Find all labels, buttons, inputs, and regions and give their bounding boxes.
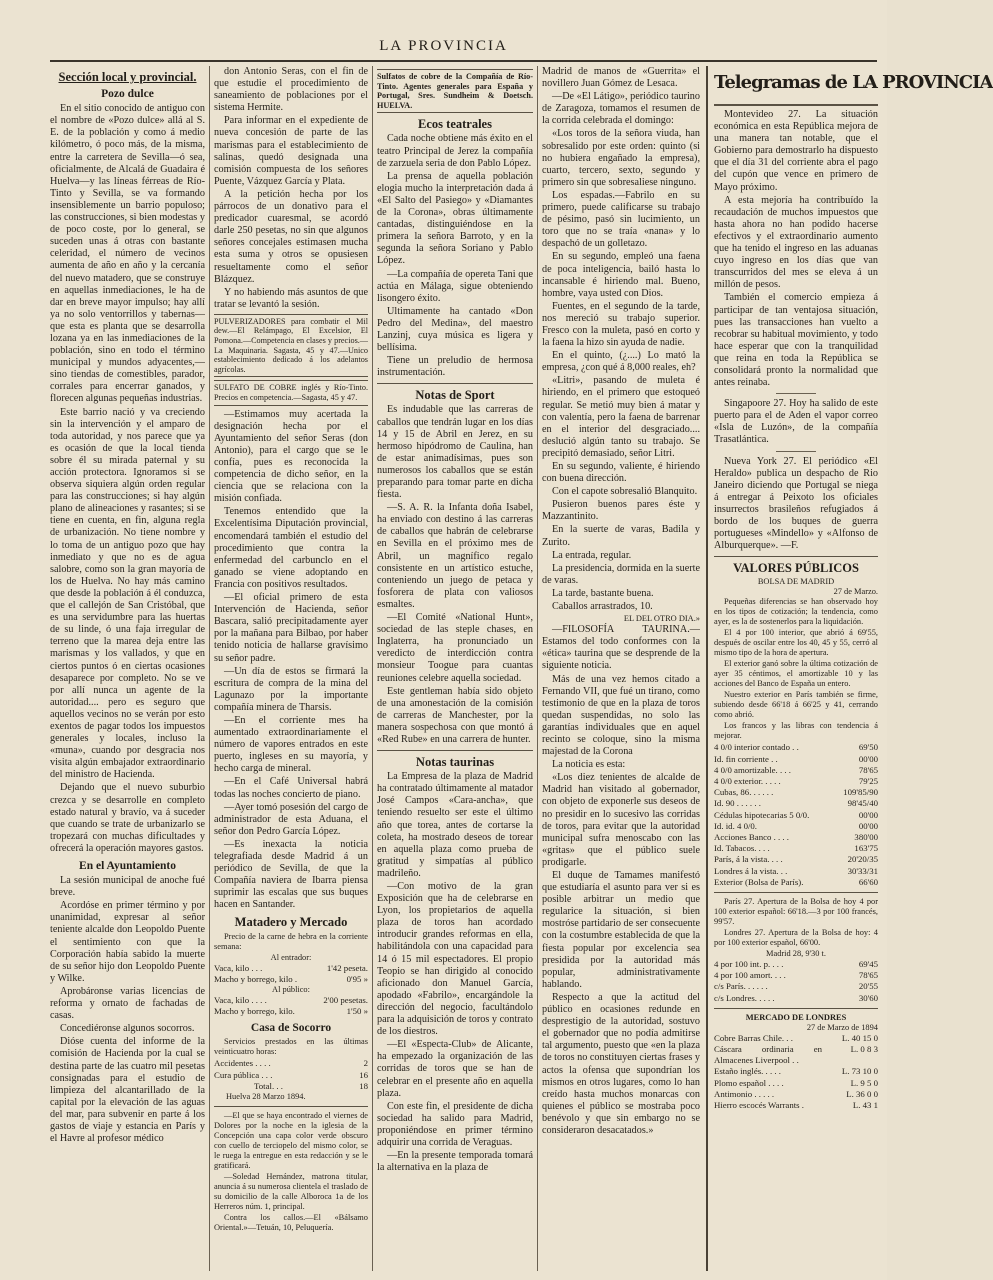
quotes-table: [714, 742, 878, 888]
quote-row: [714, 843, 878, 854]
paragraph: La entrada, regular.: [552, 549, 632, 561]
article-title-ecos: Ecos teatrales: [418, 117, 492, 132]
paragraph: Tiene un preludio de hermosa instrumentación.: [377, 355, 533, 379]
quote-value: L. 40 15 0: [841, 1032, 878, 1043]
paragraph: Tenemos entendido que la Excelentísima Diputación provincial, encomendará también el estudio del procedimiento que contra la enfermedad del carbunclo en el ganado se viene adoptando en Francia con positivos resultados.: [214, 506, 368, 590]
divider: [377, 383, 533, 384]
quote-value: 78'65: [858, 764, 878, 775]
quote-label: Exterior (Bolsa de París).: [714, 876, 804, 887]
paragraph: Este barrio nació y va creciendo sin la intervención y el amparo de toda autoridad, y nos parece que ya es ocasión de que la local tienda sobre él su mirada paternal y su acción protectora. Ignoramos si se observa siquiera algún orden regular para las construcciones; si hay algún plano de alineaciones y rasantes; si se tiene en cuenta, en fin, alguna regla de urbanización. No tiene nombre y lo toma de un antiguo pozo que hay inmediato y que no es de agua salobre, como son la gran mayoría de los de Huelva. No hay más camino que desde la población á él conduzca, que el callejón de San Cristóbal, que es una servidumbre para las huertas de su linde, ó una faja irregular de terreno que la marea deja entre las marismas y los vallados, y que en ciertos puntos ó en ciertas ocasiones desaparece por completo. No se ve por allí nunca un agente de la autoridad.... pero es seguro que aquellos vecinos no se verán por esto exentos de pagar todos los impuestos generales y locales, incluso la «muna», cuando por desgracia nos visita algún embajador extraordinario del ministro de Hacienda.: [50, 406, 205, 781]
quote-value: 00'00: [858, 753, 878, 764]
paragraph: Nuestro exterior en París también se firme, subiendo desde 66'18 á 66'25 y 41, cerrando como abrió.: [714, 690, 878, 720]
quote-row: [714, 765, 878, 776]
column-2: [214, 66, 368, 1276]
column-divider: [537, 66, 538, 1271]
paragraph: La tarde, bastante buena.: [552, 587, 654, 599]
quote-row: [714, 742, 878, 753]
quote-label: Antimonio . . . . .: [714, 1088, 775, 1099]
quote-label: Acciones Banco . . . .: [714, 832, 789, 842]
price-row: Vaca, kilo . . . 1'42 peseta.: [214, 962, 368, 973]
paragraph: —S. A. R. la Infanta doña Isabel, ha enviado con destino á las carreras de caballos que habrán de celebrarse en Sevilla en el próximo mes de Abril, un magnífico regalo consistente en un artístico estuche, conteniendo un juego de petaca y fosforera de plata con valiosos esmaltes.: [377, 502, 533, 610]
price-row: Vaca, kilo . . . . 2'00 pesetas.: [214, 994, 368, 1005]
quote-value: 69'45: [858, 959, 878, 970]
divider: [214, 1106, 368, 1107]
quote-value: L. 9 5 0: [850, 1077, 878, 1088]
subheading: Al entrador:: [270, 952, 312, 962]
paragraph: Servicios prestados en las últimas veinticuatro horas:: [214, 1037, 368, 1057]
quote-row: [714, 866, 878, 877]
paragraph: París 27. Apertura de la Bolsa de hoy 4 por 100 exterior español: 66'18.—3 por 100 francés, 99'57.: [714, 897, 878, 927]
quote-label: Londres á la vista. . .: [714, 865, 788, 876]
paragraph: —La compañía de opereta Tani que actúa en Málaga, sigue obteniendo lisongero éxito.: [377, 268, 533, 304]
paragraph: Respecto a que la actitud del público en ocasiones redunde en desprestigio de la autoridad, sostuvo el gobernador que no podía admitirse tal argumento, puesto que «en la plaza de toros no constituyen ciertas frases y actos la ofensa que supondrían los mismos en otros lugares, como lo han creído hasta muchos monarcas con quienes el público se mostraba poco benévolo y que sin embargo no se consideraron desacatados.»: [542, 991, 700, 1136]
quote-row: [714, 970, 878, 981]
paragraph: El duque de Tamames manifestó que estudiaría el asunto para ver si es posible arbitrar un medio que regularice la situación, si bien mostróse partidario de ser consecuente con la costumbre establecida de que la fiesta popular por excelencia sea presidida por la autoridad más popular, administrativamente hablando.: [542, 870, 700, 990]
quote-value: 69'50: [858, 742, 878, 753]
price-row: Macho y borrego, kilo. 1'50 »: [214, 1006, 368, 1017]
paragraph: Para informar en el expediente de nueva concesión de parte de las marismas para el establecimiento de salinas, quedó designada una comisión compuesta de los señores Puente, Vázquez García y Plata.: [214, 115, 368, 187]
paragraph: «Los diez tenientes de alcalde de Madrid han visitado al gobernador, con objeto de exponerle sus deseos de no presidir en lo sucesivo las corridas de toros, para evitar que la autoridad municipal sufra menoscabo con las «gritas» que el público suele prodigarle.: [542, 772, 700, 868]
paragraph: Pusieron buenos pares éste y Mazzantinito.: [542, 499, 700, 523]
quote-label: Id. Tabacos. . . .: [714, 843, 770, 854]
quote-row: [714, 810, 878, 821]
article-title-socorro: Casa de Socorro: [250, 1022, 332, 1035]
quote-row: [714, 787, 878, 798]
paragraph: —El Comité «National Hunt», sociedad de las steple chases, en Inglaterra, ha pronunciado un veredicto de interdicción contra monsieur Toogue para cuantas reuniones celebre aquella sociedad.: [377, 612, 533, 684]
column-divider: [209, 66, 210, 1271]
quote-row: [714, 754, 878, 765]
column-3: [377, 66, 533, 1276]
price-row: Macho y borrego, kilo . 0'95 »: [214, 973, 368, 984]
paragraph: También el comercio empieza á participar de tan ventajosa situación, pues las transacciones han vuelto a recobrar su habitual movimiento, y todo hace esperar que con la tranquilidad que reina en toda la República se consolidará pronto la normalidad que antes reinaba.: [714, 292, 878, 389]
quote-value: 20'55: [858, 981, 878, 992]
advertisement-pulverizadores: PULVERIZADORES para combatir el Mil dew.—El Relámpago, El Excelsior, El Pomona.—Competencia en clases y precios.—La Maquinaria. Sagasta, 45 y 47.—Unico establecimiento dedicado á los adelantos agrícolas.: [214, 314, 368, 378]
paragraph: —El «Especta-Club» de Alicante, ha empezado la organización de las corridas de toros que se han de celebrar en el presente año en aquella plaza.: [377, 1039, 533, 1099]
paragraph: Precio de la carne de hebra en la corriente semana:: [214, 931, 368, 951]
paragraph: Los espadas.—Fabrilo en su primero, puede calificarse su trabajo de pésimo, pasó sin lucimiento, un toro que no se traía «nana» y lo despachó de un golletazo.: [542, 189, 700, 250]
paragraph: En su segundo, valiente, é hiriendo con buena dirección.: [542, 461, 700, 485]
quotes-table: [714, 1033, 878, 1111]
quote-value: L. 36 0 0: [846, 1088, 878, 1099]
quote-row: [714, 1100, 878, 1111]
quote-row: [714, 1066, 878, 1077]
paragraph: Contra los callos.—El «Bálsamo Oriental.»—Tetuán, 10, Peluquería.: [214, 1213, 368, 1233]
article-title-taurinas: Notas taurinas: [415, 755, 495, 770]
advertisement-sulfatos: Sulfatos de cobre de la Compañía de Río-Tinto. Agentes generales para España y Portugal, Sres. Sundheim & Doetsch. HUELVA.: [377, 69, 533, 113]
paragraph: Singapoore 27. Hoy ha salido de este puerto para el de Aden el vapor correo «Isla de Luzón», de la compañía Trasatlántica.: [714, 398, 878, 446]
divider: [714, 556, 878, 557]
quote-row: [714, 877, 878, 888]
quote-row: [714, 993, 878, 1004]
quote-label: Id. fin corriente . .: [714, 753, 778, 764]
paragraph: Es indudable que las carreras de caballos que tendrán lugar en los días 14 y 15 de Abril en Jerez, en su hermoso hipódromo de Caulina, han de estar animadísimas, pues son numerosos los caballos que se están preparando para tomar parte en dicha fiesta.: [377, 404, 533, 501]
stat-row: Cura pública . . . 16: [214, 1069, 368, 1080]
quote-row: [714, 959, 878, 970]
quote-row: [714, 776, 878, 787]
paragraph: —Un día de estos se firmará la escritura de compra de la mina del Lagunazo por la importante compañía minera de Tharsis.: [214, 665, 368, 713]
quote-row: [714, 1078, 878, 1089]
paragraph: —El que se haya encontrado el viernes de Dolores por la noche en la iglesia de la Concepción una capa color verde obscuro con cuello de terciopelo del mismo color, se le ruega la entregue en esta redacción y se le gratificará.: [214, 1111, 368, 1171]
paragraph: Dejando que el nuevo suburbio crezca y se desarrolle en completo estado natural y bravío, va á suceder que cuando se trate de urbanizarlo se tropezará con muchas dificultades y ofrecerá la operación mayores gastos.: [50, 782, 205, 854]
quote-row: [714, 1044, 878, 1066]
madrid-line: Madrid 28, 9'30 t.: [766, 949, 826, 959]
quote-value: 163'75: [854, 843, 878, 854]
signature: EL DEL OTRO DIA.»: [623, 614, 700, 624]
paragraph: Más de una vez hemos citado a Fernando VII, que fué un tirano, como testimonio de que en la plaza de toros quedan suspendidas, no solo las garantías individuales que en aquel recinto se coloque, sino la misma majestad de la Corona: [542, 673, 700, 758]
subheading: Al público:: [272, 984, 310, 994]
quote-label: 4 0/0 exterior. . . . .: [714, 775, 781, 786]
quote-label: Hierro escocés Warrants .: [714, 1100, 804, 1111]
paragraph: —En el Café Universal habrá todas las noches concierto de piano.: [214, 776, 368, 800]
quote-value: L. 73 10 0: [841, 1066, 878, 1077]
quote-value: 00'00: [858, 820, 878, 831]
article-title-sport: Notas de Sport: [415, 388, 495, 403]
paragraph: Cada noche obtiene más éxito en el teatro Principal de Jerez la compañía de zarzuela seria de don Pablo López.: [377, 133, 533, 169]
quote-label: 4 0/0 amortizable. . . .: [714, 764, 791, 775]
quote-label: 4 por 100 amort. . . .: [714, 970, 786, 981]
paragraph: Dióse cuenta del informe de la comisión de Hacienda por la cual se destina parte de las cuatro mil pesetas consignadas para el estudio de limpieza del alcantarillado de la capital por la elevación de las aguas del mar, para subvenir en parte á los gastos de viaje y estancia en París y el Havre al profesor médico: [50, 1036, 205, 1145]
quote-value: 78'65: [858, 970, 878, 981]
paragraph: A la petición hecha por los párrocos de un donativo para el predicador cuaresmal, se acordó darle 250 pesetas, no sin que algunos señores concejales estimasen mucha esta suma y otros se opusiesen resueltamente como el señor Blázquez.: [214, 188, 368, 285]
paragraph: Con este fin, el presidente de dicha sociedad ha salido para Madrid, proponiéndose en primer término adquirir una corrida de Veraguas.: [377, 1100, 533, 1148]
quote-value: 109'85/90: [843, 787, 878, 798]
bolsa-date: 27 de Marzo.: [833, 587, 878, 597]
paragraph: En el quinto, (¿....) Lo mató la empresa, ¿con qué á 8,000 reales, eh?: [542, 350, 700, 374]
quote-label: Cáscara ordinaria en Almacenes Liverpool . .: [714, 1044, 822, 1066]
paragraph: —Ayer tomó posesión del cargo de administrador de esta Aduana, el señor don Pedro García López.: [214, 801, 368, 837]
paragraph: Nueva York 27. El periódico «El Heraldo» publica un despacho de Rio Janeiro diciendo que Portugal se niega á entregar á Peixoto los oficiales insurrectos brasileños refugiados á bordo de los buques de guerra portugueses «Mindello» y «Alfonso de Alburquerque». —F.: [714, 455, 878, 552]
stat-row: Total. . . 18: [254, 1080, 368, 1091]
quote-label: c/s Londres. . . . .: [714, 992, 775, 1003]
paragraph: Ultimamente ha cantado «Don Pedro del Medina», del maestro Lanzinj, cuya música es ligera y bellísima.: [377, 305, 533, 354]
paragraph: Caballos arrastrados, 10.: [552, 601, 653, 613]
quote-value: 98'45/40: [847, 798, 878, 809]
paragraph: La prensa de aquella población elogia mucho la interpretación dada á «El Salto del Pasiego» y «Diamantes de la Corona», obras últimamente cantadas, distinguiéndose en la primera la señora Barroto, y en la segunda la señora Soriano y Pablo López.: [377, 170, 533, 267]
quote-label: c/s París. . . . . .: [714, 981, 768, 992]
paragraph: Madrid de manos de «Guerrita» el novillero Juan Gómez de Lesaca.: [542, 66, 700, 90]
paragraph: Concediéronse algunos socorros.: [60, 1023, 195, 1035]
paragraph: —En el corriente mes ha aumentado extraordinariamente el número de vapores entrados en este puerto, ingleses en su mayoría, y hecho carga de mineral.: [214, 714, 368, 775]
paragraph: El exterior ganó sobre la última cotización de ayer 35 céntimos, el amortizable 10 y las acciones del Banco de España un entero.: [714, 659, 878, 689]
quote-label: Id. id. 4 0/0.: [714, 820, 758, 831]
paragraph: La presidencia, dormida en la suerte de varas.: [542, 562, 700, 586]
paragraph: «Litri», pasando de muleta é hiriendo, en el primero que estoqueó regular. Se metió muy bien á matar y con valentía, pero la faena de barrenar en el interior del desgraciado.... deslució algún tanto su trabajo. Se precipitó demasiado, señor Litri.: [542, 375, 700, 459]
paragraph: Y no habiendo más asuntos de que tratar se levantó la sesión.: [214, 286, 368, 310]
paragraph: —El oficial primero de esta Intervención de Hacienda, señor Bascara, salió precipitadamente ayer por la mañana para Bilbao, por haber tenido noticia de hallarse gravísimo su señor padre.: [214, 592, 368, 664]
paragraph: —De «El Látigo», periódico taurino de Zaragoza, tomamos el resumen de la corrida celebrada el domingo:: [542, 91, 700, 127]
quote-label: Id. 90 . . . . . .: [714, 798, 761, 809]
column-1: [50, 66, 205, 1276]
paragraph: En el sitio conocido de antiguo con el nombre de «Pozo dulce» allá al S. E. de la población y como á medio kilómetro, ó poco más, de la misma, entre la carretera de Sevilla—ó sea, oficialmente, de Alcalá de Guadaira é Huelva—y las líneas férreas de Río-Tinto y Sevilla, se va formando insensiblemente un barrio populoso; las construcciones, si bien modestas y de poco coste, por lo general, se suceden unas á otras con bastante celeridad, el número de vecinos aumenta de año en año y la cercanía del nuevo matadero, que se construye en aquellas inmediaciones, le ha de dar en breve mayor impulso; hay allí ya no solo ventorrillos y tabernas—que esta es planta que se desarrolla lozana ya en las inmediaciones de la población, sino en todo el término municipal y mundos adyacentes,—sino tiendas de comestibles, parador, corrales para encerrar ganados, y florecen algunas pequeñas industrias.: [50, 103, 205, 405]
divider: [714, 104, 878, 106]
paragraph: La Empresa de la plaza de Madrid ha contratado últimamente al matador José Campos «Cara-ancha», que teniendo resuelto ser este el último año que torea, antes de cortarse la coleta, ha mostrado deseos de torear en aquella plaza como prueba de gratitud y simpatías al público madrileño.: [377, 771, 533, 879]
quote-row: [714, 854, 878, 865]
paragraph: Con el capote sobresalió Blanquito.: [552, 486, 698, 498]
paragraph: «Los toros de la señora viuda, han sobresalido por este orden: quinto (si no hubiera engañado la empresa), cuarto, tercero, sexto, segundo y primero sin que sobresaliese ninguno.: [542, 128, 700, 188]
quote-value: 66'60: [858, 876, 878, 887]
paragraph: —Es inexacta la noticia telegrafiada desde Madrid á un periódico de Sevilla, de que la Compañía naviera de Ibarra piensa suprimir las escalas que sus buques hacen en Santander.: [214, 838, 368, 911]
column-divider: [372, 66, 373, 1271]
paragraph: Montevideo 27. La situación económica en esta República mejora de una manera tan notable, que el Gobierno para demostrarlo ha dispuesto que el día 31 del corriente abra el pago del cupón que vence en primero de Mayo próximo.: [714, 109, 878, 193]
quote-row: [714, 832, 878, 843]
quote-label: 4 0/0 interior contado . .: [714, 742, 799, 753]
quote-row: [714, 981, 878, 992]
quote-value: 20'20/35: [847, 854, 878, 865]
paragraph: La sesión municipal de anoche fué breve.: [50, 875, 205, 899]
paragraph: La noticia es esta:: [552, 759, 626, 771]
paragraph: Acordóse en primer término y por unanimidad, expresar al señor teniente alcalde don Leopoldo Puente el sentimiento con que la Corporación había sabido la muerte de su señor hijo don Leopoldo Puente y Wilke.: [50, 900, 205, 984]
quote-label: Cubas, 86. . . . . .: [714, 787, 774, 798]
stat-row: Accidentes . . . . 2: [214, 1058, 368, 1069]
quote-value: 30'33/31: [847, 865, 878, 876]
paragraph: Fuentes, en el segundo de la tarde, nos mereció su trabajo superior. Fresco con la muleta, pasó en corto y la faena la hizo sin ayuda de nadie.: [542, 300, 700, 349]
quote-label: París, á la vista. . . .: [714, 854, 783, 865]
quotes-table: [714, 959, 878, 1004]
article-title-ayuntamiento: En el Ayuntamiento: [79, 860, 176, 872]
paragraph: Londres 27. Apertura de la Bolsa de hoy: 4 por 100 exterior español, 66'00.: [714, 928, 878, 948]
paragraph: Aprobáronse varias licencias de reforma y ornato de fachadas de casas.: [50, 985, 205, 1022]
article-title-matadero: Matadero y Mercado: [234, 915, 348, 930]
divider: [776, 451, 816, 452]
telegramas-title: Telegramas de LA PROVINCIA: [714, 72, 993, 93]
quote-label: Cobre Barras Chile. . .: [714, 1032, 793, 1043]
paragraph: Este gentleman había sido objeto de una amonestación de la comisión de carreras de Manchester, por la manera sospechosa con que montó á «Red Rube» en una carrera de hunter.: [377, 685, 533, 745]
valores-title: VALORES PÚBLICOS: [733, 561, 859, 576]
quote-value: 30'60: [858, 992, 878, 1003]
mercado-title: MERCADO DE LONDRES: [745, 1012, 847, 1022]
masthead: LA PROVINCIA: [379, 38, 508, 54]
divider: [377, 750, 533, 751]
paragraph: En la suerte de varas, Badila y Zurito.: [542, 524, 700, 548]
quote-row: [714, 1033, 878, 1044]
date-line: Huelva 28 Marzo 1894.: [226, 1092, 306, 1102]
paragraph: don Antonio Seras, con el fin de que estudie el procedimiento de saneamiento de poblaciones por el sistema Hermite.: [214, 66, 368, 114]
quote-row: [714, 1089, 878, 1100]
quote-value: L. 0 8 3: [850, 1044, 878, 1055]
quote-row: [714, 798, 878, 809]
top-rule: [50, 60, 877, 62]
paragraph: El 4 por 100 interior, que abrió á 69'55, después de oscilar entre los 40, 45 y 55, cerró al mismo tipo de la hora de apertura.: [714, 628, 878, 658]
divider: [776, 393, 816, 394]
quote-label: Estaño inglés. . . . .: [714, 1066, 781, 1077]
quote-label: Cédulas hipotecarias 5 0/0.: [714, 809, 810, 820]
quote-row: [714, 821, 878, 832]
paragraph: —En la presente temporada tomará la alternativa en la plaza de: [377, 1150, 533, 1174]
quote-label: 4 por 100 int. p. . . .: [714, 959, 784, 970]
quote-value: 380'00: [854, 832, 878, 842]
column-divider: [706, 66, 708, 1271]
paragraph: —FILOSOFÍA TAURINA.—Estamos del todo conformes con la «ética» taurina que se desprende de la siguiente noticia.: [542, 624, 700, 672]
article-title-pozo: Pozo dulce: [101, 88, 154, 101]
advertisement-sulfato: SULFATO DE COBRE inglés y Río-Tinto. Precios en competencia.—Sagasta, 45 y 47.: [214, 380, 368, 405]
divider: [714, 1008, 878, 1009]
quote-label: Plomo español . . . .: [714, 1077, 784, 1088]
paragraph: A esta mejoría ha contribuído la recaudación de muchos impuestos que hasta ahora no han podido hacerse efectivos y el extraordinario aumento que ha tenido el ingreso en las aduanas cuyo ingreso en los días que van transcurridos del mes se eleva á un millón de pesos.: [714, 194, 878, 291]
paragraph: Los francos y las libras con tendencia á mejorar.: [714, 721, 878, 741]
quote-value: 79'25: [858, 775, 878, 786]
paragraph: —Con motivo de la gran Exposición que ha de celebrarse en Lyon, los propietarios de aquella plaza de toros han acordado introducir grandes reformas en ella, habilitándola con una capacidad para 14 ó 15 mil espectadores. El propio Teopio se han dirigido al conocido aficionado don Manuel García, apodado «Fabrilo», encargándole la dirección del negocio, facultándolo para la adquisición de toros y contrato de los diestros.: [377, 881, 533, 1038]
paragraph: —Soledad Hernández, matrona titular, anuncia á su numerosa clientela el traslado de su domicilio de la calle Alboroca 1a de los Herreros núm. 1, principal.: [214, 1172, 368, 1212]
divider: [714, 892, 878, 893]
paragraph: En su segundo, empleó una faena de poca inteligencia, bailó hasta lo incansable é hiriendo mal. Bueno, hombre, vaya usted con Dios.: [542, 251, 700, 299]
column-5: [714, 66, 993, 1276]
paragraph: Pequeñas diferencias se han observado hoy en los tipos de cotización; la tendencia, como ayer, es la de sostenerlos para la liquidación.: [714, 597, 878, 627]
quote-value: 00'00: [858, 809, 878, 820]
column-4: [542, 66, 700, 1276]
bolsa-title: BOLSA DE MADRID: [757, 577, 835, 587]
paragraph: —Estimamos muy acertada la designación hecha por el Ayuntamiento del señor Seras (don Antonio), para el cargo que se le confía, pues es reconocida la competencia de dicho señor, en la ciencia que se relaciona con la misión confiada.: [214, 408, 368, 505]
quote-value: L. 43 1: [852, 1100, 878, 1111]
mercado-date: 27 de Marzo de 1894: [806, 1022, 878, 1032]
section-title: Sección local y provincial.: [58, 70, 197, 84]
